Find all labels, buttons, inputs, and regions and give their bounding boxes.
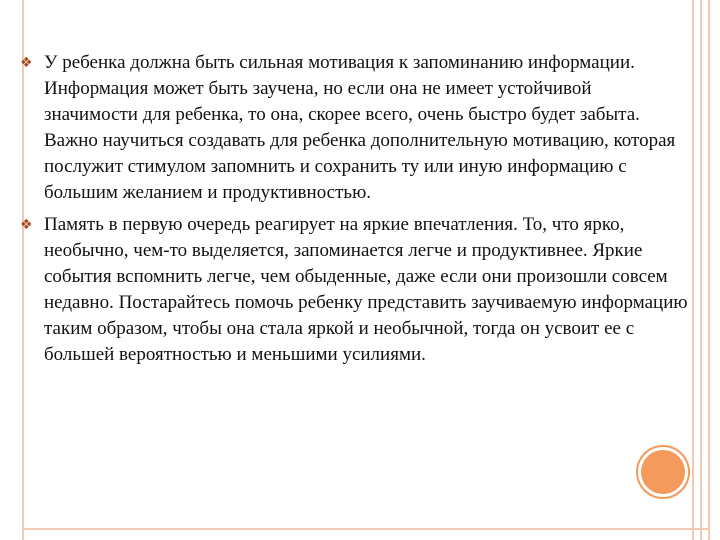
frame-line-right — [708, 0, 710, 540]
bullet-item — [20, 212, 688, 368]
bullet-text: У ребенка должна быть сильная мотивация к запоминанию информации. Информация может быть заучена, но если она не имеет устойчивой значимости для ребенка, то она, скорее всего, очень быстро будет забыта. Важно научиться создавать для ребенка дополнительную мотивацию, которая послужит стимулом запомнить и сохранить ту или иную информацию с большим желанием и продуктивностью. — [44, 52, 676, 203]
frame-line-right — [700, 0, 702, 540]
decorative-circle — [641, 450, 685, 494]
checkmark-v-bullet-icon: ❖ — [20, 55, 33, 71]
frame-line-bottom — [22, 528, 710, 530]
bullet-text: Память в первую очередь реагирует на яркие впечатления. То, что ярко, необычно, чем-то выделяется, запоминается легче и продуктивнее. Яркие события вспомнить легче, чем обыденные, даже если они произошли совсем недавно. Постарайтесь помочь ребенку представить заучиваемую информацию таким образом, чтобы она стала яркой и необычной, тогда он усвоит ее с большей вероятностью и меньшими усилиями. — [44, 214, 688, 365]
checkmark-v-bullet-icon: ❖ — [20, 217, 33, 233]
slide-body — [20, 50, 688, 374]
frame-line-right — [692, 0, 694, 540]
bullet-item — [20, 50, 688, 206]
